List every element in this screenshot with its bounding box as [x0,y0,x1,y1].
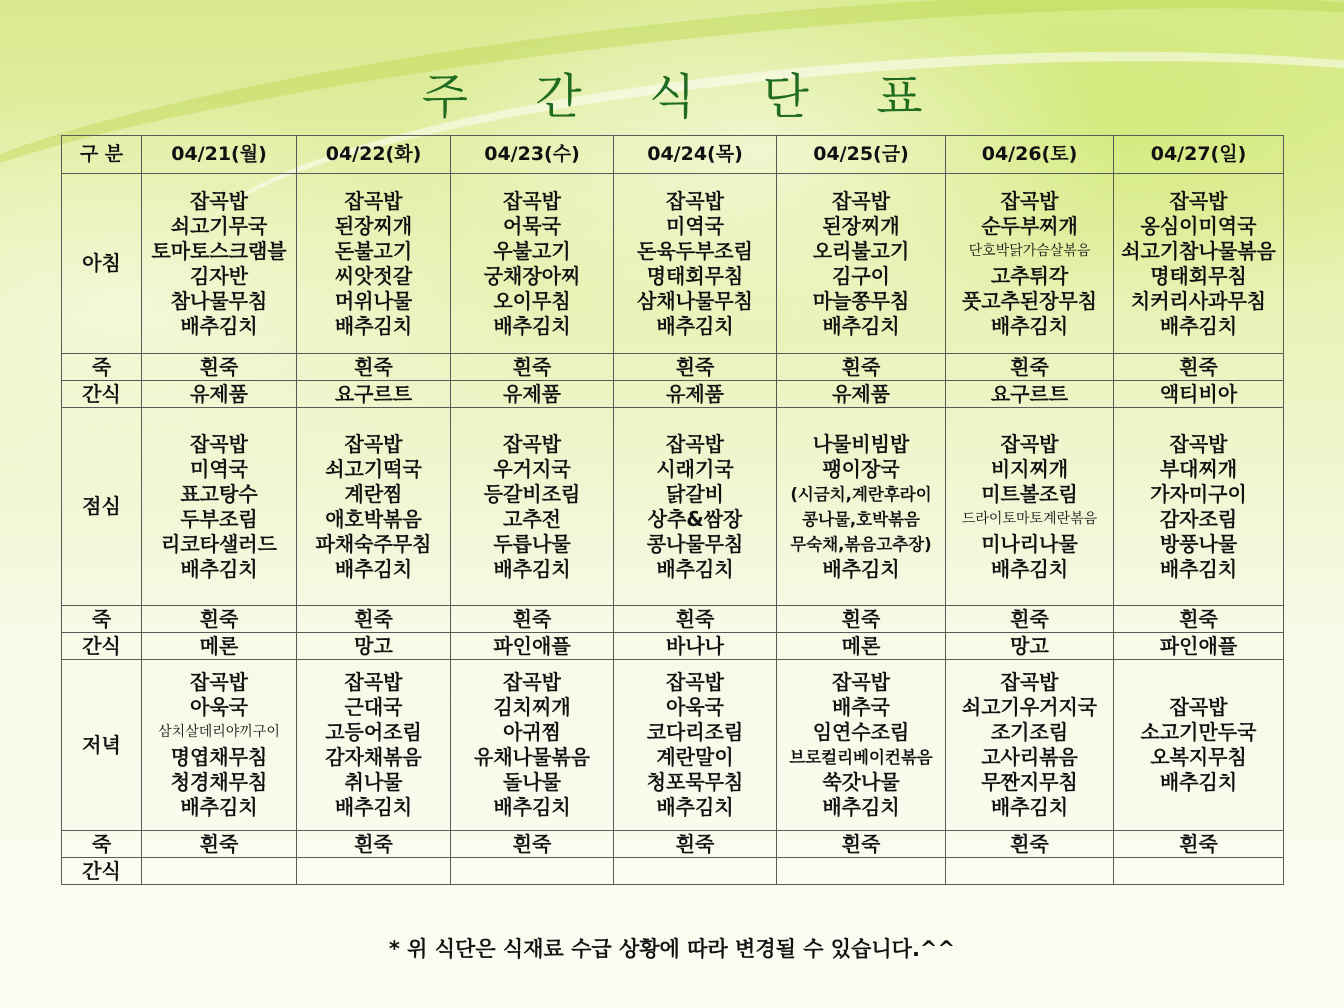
menu-item: 단호박닭가슴살볶음 [968,242,1091,259]
menu-item: 브로컬리베이컨볶음 [789,748,933,767]
menu-cell [451,174,614,354]
menu-cell: 메론 [777,633,946,660]
row-label: 간식 [62,858,142,885]
porridge3-row [62,831,1284,858]
snack1-row [62,381,1284,408]
menu-item: 콩나물무침 [646,531,744,556]
menu-cell [142,858,297,885]
menu-item: 배추김치 [180,556,258,581]
menu-item: 김치찌개 [493,695,571,719]
menu-cell: 흰죽 [777,354,946,381]
menu-cell: 흰죽 [946,831,1114,858]
menu-item: 잡곡밥 [1169,695,1228,719]
menu-item: 잡곡밥 [190,670,248,694]
lunch-row [62,408,1284,606]
menu-cell [614,858,777,885]
menu-cell [451,660,614,831]
menu-item: 잡곡밥 [503,670,561,694]
menu-cell: 흰죽 [297,831,451,858]
menu-cell [297,174,451,354]
menu-cell: 흰죽 [142,606,297,633]
menu-item: 나물비빔밥 [812,431,910,456]
menu-item: 궁채장아찌 [483,263,581,288]
menu-item: 배추김치 [822,313,900,338]
menu-cell [451,858,614,885]
menu-item: 풋고추된장무침 [961,288,1098,313]
menu-item: 조기조림 [990,720,1069,744]
menu-item: 돈육두부조림 [637,238,753,263]
menu-item: 잡곡밥 [666,431,724,456]
menu-item: 두릅나물 [493,531,571,556]
menu-item: 시래기국 [656,456,734,481]
menu-item: 잡곡밥 [1000,670,1059,694]
menu-item: 옹심이미역국 [1140,213,1257,238]
menu-item: 애호박볶음 [325,506,422,531]
menu-cell [777,408,946,606]
menu-item: 취나물 [344,770,403,794]
menu-cell [142,174,297,354]
row-label: 점심 [62,408,142,606]
menu-cell [614,174,777,354]
menu-item: 명태회무침 [646,263,744,288]
menu-item: 된장찌개 [822,213,900,238]
menu-item: 토마토스크램블 [151,238,287,263]
menu-item: 미트볼조림 [981,481,1078,506]
header-day: 04/25(금) [777,136,946,174]
menu-item: 소고기만두국 [1140,720,1257,744]
menu-item: 배추김치 [656,795,734,819]
menu-item: (시금치,계란후라이 [790,484,932,504]
menu-cell [142,408,297,606]
menu-cell: 흰죽 [614,606,777,633]
weekly-menu-table [61,135,1284,885]
menu-item: 잡곡밥 [344,670,403,694]
menu-cell: 요구르트 [297,381,451,408]
menu-item: 배추김치 [334,556,413,581]
menu-item: 돈불고기 [334,238,413,263]
menu-cell [451,408,614,606]
menu-cell: 흰죽 [1114,354,1284,381]
menu-item: 잡곡밥 [1169,188,1228,213]
menu-item: 고추튀각 [990,263,1069,288]
menu-item: 배추김치 [1159,556,1238,581]
menu-item: 미역국 [666,213,724,238]
menu-cell [614,660,777,831]
menu-cell: 흰죽 [142,354,297,381]
menu-item: 고사리볶음 [981,745,1078,769]
menu-item: 배추김치 [1159,770,1238,794]
menu-cell [946,174,1114,354]
menu-item: 코다리조림 [646,720,744,744]
menu-item: 두부조림 [180,506,258,531]
menu-cell [297,660,451,831]
header-day: 04/22(화) [297,136,451,174]
menu-item: 배추김치 [493,313,571,338]
menu-item: 무숙채,볶음고추장) [790,534,932,554]
menu-cell: 흰죽 [946,606,1114,633]
menu-cell [142,660,297,831]
menu-cell: 흰죽 [142,831,297,858]
menu-item: 배추김치 [1159,313,1238,338]
menu-cell: 흰죽 [1114,831,1284,858]
menu-item: 근대국 [344,695,403,719]
menu-item: 잡곡밥 [666,188,724,213]
menu-item: 배추김치 [334,795,413,819]
menu-item: 배추김치 [822,795,900,819]
row-label: 간식 [62,381,142,408]
menu-cell [1114,408,1284,606]
menu-cell: 유제품 [614,381,777,408]
menu-item: 아욱국 [190,695,248,719]
menu-item: 배추김치 [334,313,413,338]
menu-item: 배추김치 [822,556,900,581]
menu-item: 리코타샐러드 [161,531,277,556]
menu-cell: 유제품 [142,381,297,408]
menu-item: 청포묵무침 [646,770,744,794]
menu-item: 고추전 [503,506,561,531]
menu-item: 치커리사과무침 [1130,288,1267,313]
menu-item: 가자미구이 [1150,481,1247,506]
menu-item: 씨앗젓갈 [334,263,413,288]
menu-item: 닭갈비 [666,481,724,506]
menu-item: 팽이장국 [822,456,900,481]
row-label: 죽 [62,606,142,633]
header-day: 04/21(월) [142,136,297,174]
menu-item: 아귀찜 [503,720,561,744]
menu-item: 배추김치 [493,795,571,819]
menu-item: 우불고기 [493,238,571,263]
menu-cell [777,660,946,831]
menu-item: 오이무침 [493,288,571,313]
menu-item: 김구이 [832,263,890,288]
menu-cell [777,174,946,354]
menu-item: 감자채볶음 [325,745,422,769]
page-title: 주 간 식 단 표 [421,69,949,125]
porridge2-row [62,606,1284,633]
menu-item: 배추김치 [656,556,734,581]
menu-item: 미나리나물 [981,531,1078,556]
menu-item: 미역국 [190,456,248,481]
menu-cell: 흰죽 [451,606,614,633]
menu-cell [1114,858,1284,885]
menu-cell [946,408,1114,606]
menu-item: 잡곡밥 [1169,431,1228,456]
menu-cell [297,858,451,885]
menu-item: 무짠지무침 [981,770,1078,794]
menu-cell: 흰죽 [297,606,451,633]
menu-item: 유채나물볶음 [474,745,590,769]
menu-item: 상추&쌈장 [647,506,743,531]
menu-cell: 흰죽 [777,831,946,858]
menu-item: 부대찌개 [1159,456,1238,481]
menu-item: 배추김치 [180,795,258,819]
snack3-row [62,858,1284,885]
porridge1-row [62,354,1284,381]
menu-cell: 흰죽 [614,831,777,858]
menu-cell [946,660,1114,831]
menu-item: 고등어조림 [325,720,422,744]
menu-item: 된장찌개 [334,213,413,238]
header-day: 04/26(토) [946,136,1114,174]
menu-item: 삼치살데리야끼구이 [158,724,280,740]
menu-cell: 요구르트 [946,381,1114,408]
menu-item: 어묵국 [503,213,561,238]
menu-item: 감자조림 [1159,506,1238,531]
menu-cell: 메론 [142,633,297,660]
menu-item: 잡곡밥 [832,670,890,694]
menu-item: 배추김치 [990,556,1069,581]
menu-cell [1114,174,1284,354]
menu-cell: 바나나 [614,633,777,660]
menu-item: 잡곡밥 [666,670,724,694]
menu-item: 배추김치 [180,313,258,338]
menu-item: 잡곡밥 [344,188,403,213]
menu-item: 배추김치 [493,556,571,581]
menu-cell: 흰죽 [614,354,777,381]
menu-item: 우거지국 [493,456,571,481]
menu-item: 비지찌개 [990,456,1069,481]
menu-cell [777,858,946,885]
breakfast-row [62,174,1284,354]
menu-item: 오복지무침 [1150,745,1247,769]
menu-item: 머위나물 [334,288,413,313]
menu-cell: 흰죽 [451,354,614,381]
header-day: 04/24(목) [614,136,777,174]
menu-item: 배추김치 [990,313,1069,338]
menu-cell [946,858,1114,885]
menu-item: 파채숙주무침 [315,531,432,556]
menu-item: 쇠고기참나물볶음 [1121,238,1276,263]
header-day: 04/27(일) [1114,136,1284,174]
menu-item: 김자반 [190,263,248,288]
row-label: 간식 [62,633,142,660]
menu-item: 명엽채무침 [170,745,268,769]
menu-item: 방풍나물 [1159,531,1238,556]
row-label: 저녁 [62,660,142,831]
menu-item: 콩나물,호박볶음 [802,509,920,529]
menu-item: 임연수조림 [812,720,910,744]
menu-item: 마늘쫑무침 [812,288,910,313]
menu-item: 계란말이 [656,745,734,769]
header-label: 구 분 [62,136,142,174]
row-label: 아침 [62,174,142,354]
menu-cell: 망고 [297,633,451,660]
menu-item: 등갈비조림 [483,481,581,506]
menu-item: 잡곡밥 [832,188,890,213]
menu-item: 잡곡밥 [190,188,248,213]
menu-item: 쇠고기무국 [170,213,268,238]
menu-cell: 흰죽 [451,831,614,858]
menu-cell: 유제품 [451,381,614,408]
menu-cell: 흰죽 [1114,606,1284,633]
menu-item: 표고탕수 [180,481,258,506]
menu-item: 쑥갓나물 [822,770,900,794]
menu-item: 돌나물 [503,770,561,794]
menu-item: 배추국 [832,695,890,719]
menu-item: 잡곡밥 [344,431,403,456]
row-label: 죽 [62,831,142,858]
menu-item: 계란찜 [344,481,403,506]
menu-item: 순두부찌개 [981,213,1078,238]
menu-cell [614,408,777,606]
menu-cell: 액티비아 [1114,381,1284,408]
menu-item: 배추김치 [990,795,1069,819]
menu-item: 참나물무침 [170,288,268,313]
row-label: 죽 [62,354,142,381]
menu-item: 드라이토마토계란볶음 [961,510,1098,527]
dinner-row [62,660,1284,831]
menu-item: 명태회무침 [1150,263,1247,288]
menu-cell: 흰죽 [946,354,1114,381]
snack2-row [62,633,1284,660]
menu-cell: 망고 [946,633,1114,660]
menu-change-note: * 위 식단은 식재료 수급 상황에 따라 변경될 수 있습니다.^^ [388,937,956,961]
menu-item: 쇠고기떡국 [325,456,422,481]
header-row [62,136,1284,174]
menu-item: 아욱국 [666,695,724,719]
header-day: 04/23(수) [451,136,614,174]
menu-item: 잡곡밥 [1000,188,1059,213]
menu-cell: 파인애플 [451,633,614,660]
menu-item: 쇠고기우거지국 [961,695,1098,719]
menu-cell [297,408,451,606]
menu-item: 청경채무침 [170,770,268,794]
menu-item: 삼채나물무침 [637,288,753,313]
menu-item: 배추김치 [656,313,734,338]
menu-item: 잡곡밥 [503,188,561,213]
menu-cell: 흰죽 [777,606,946,633]
menu-cell: 파인애플 [1114,633,1284,660]
menu-item: 잡곡밥 [190,431,248,456]
menu-cell: 유제품 [777,381,946,408]
menu-cell: 흰죽 [297,354,451,381]
menu-item: 오리불고기 [812,238,910,263]
menu-cell [1114,660,1284,831]
menu-item: 잡곡밥 [1000,431,1059,456]
menu-item: 잡곡밥 [503,431,561,456]
